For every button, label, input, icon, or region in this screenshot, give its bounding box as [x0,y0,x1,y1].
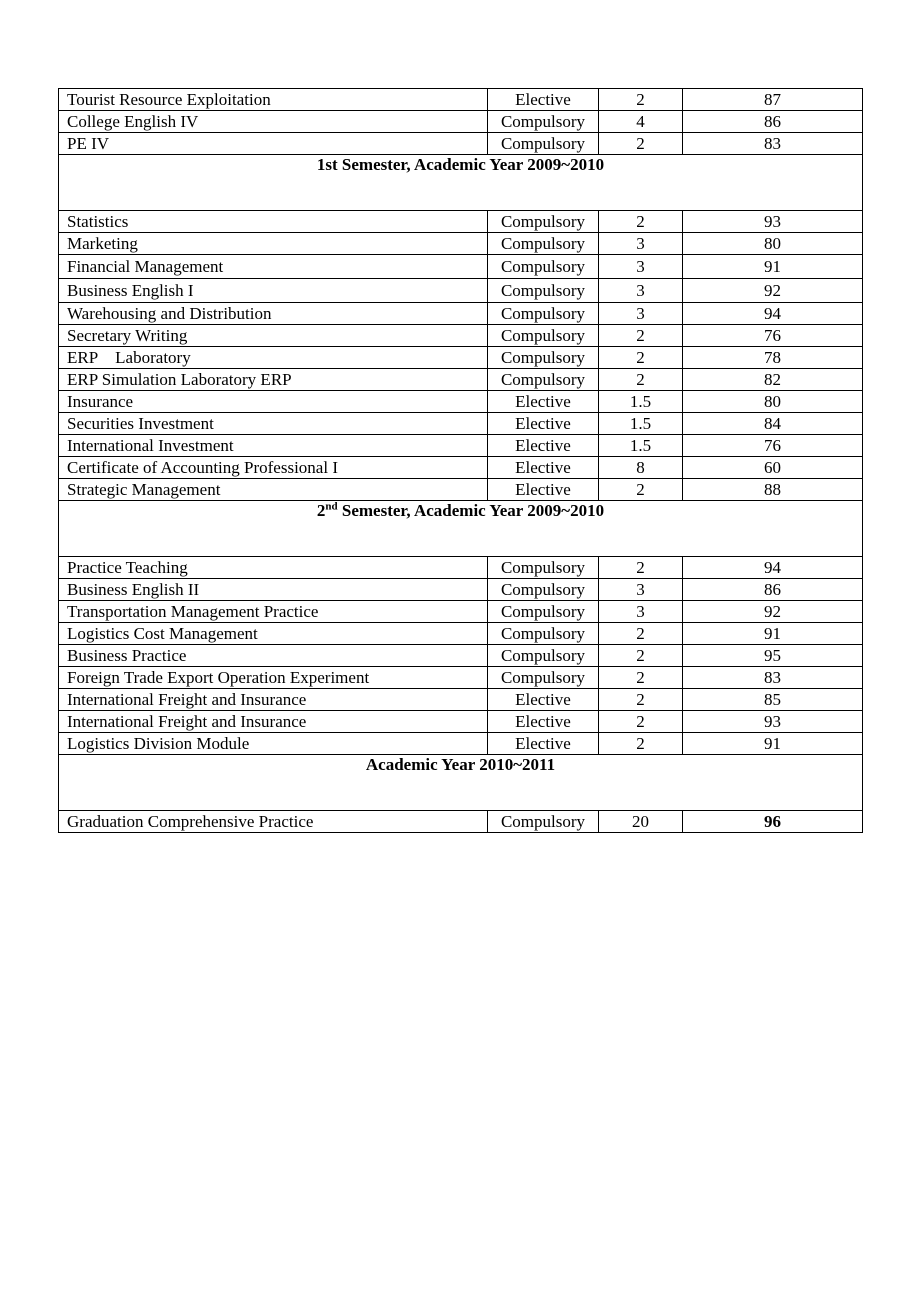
course-row [59,557,863,579]
course-type-cell: Compulsory [488,557,599,579]
course-name-cell: Graduation Comprehensive Practice [59,811,488,833]
score-cell: 96 [683,811,863,833]
score-cell: 83 [683,133,863,155]
course-name-cell: Secretary Writing [59,325,488,347]
course-name-cell: College English IV [59,111,488,133]
score-cell: 86 [683,111,863,133]
course-row [59,369,863,391]
course-row [59,623,863,645]
course-type-cell: Elective [488,711,599,733]
course-type-cell: Compulsory [488,579,599,601]
course-type-cell: Compulsory [488,645,599,667]
course-type-cell: Elective [488,457,599,479]
course-name-cell: International Freight and Insurance [59,711,488,733]
course-row [59,457,863,479]
course-type-cell: Compulsory [488,347,599,369]
course-name-cell: Securities Investment [59,413,488,435]
score-cell: 91 [683,623,863,645]
section-heading [59,155,863,211]
section-header-row [59,501,863,557]
section-ordinal: 1st [316,155,338,174]
credit-cell: 2 [599,557,683,579]
score-cell: 87 [683,89,863,111]
course-type-cell: Elective [488,733,599,755]
course-name-cell: PE IV [59,133,488,155]
transcript-body [59,89,863,833]
credit-cell: 2 [599,623,683,645]
credit-cell: 2 [599,711,683,733]
credit-cell: 2 [599,347,683,369]
section-ordinal-suffix: nd [325,500,338,513]
course-name-cell: Logistics Cost Management [59,623,488,645]
score-cell: 84 [683,413,863,435]
course-name-cell: Business Practice [59,645,488,667]
course-type-cell: Compulsory [488,255,599,279]
credit-cell: 2 [599,211,683,233]
score-cell: 95 [683,645,863,667]
credit-cell: 20 [599,811,683,833]
course-row [59,645,863,667]
credit-cell: 1.5 [599,391,683,413]
course-name-cell: Statistics [59,211,488,233]
course-row [59,667,863,689]
score-cell: 93 [683,211,863,233]
credit-cell: 4 [599,111,683,133]
score-cell: 94 [683,557,863,579]
course-name-cell: International Investment [59,435,488,457]
score-cell: 93 [683,711,863,733]
course-name-cell: Marketing [59,233,488,255]
course-type-cell: Compulsory [488,133,599,155]
credit-cell: 2 [599,667,683,689]
credit-cell: 3 [599,579,683,601]
course-type-cell: Elective [488,435,599,457]
section-title: Academic Year 2010~2011 [365,755,556,774]
course-row [59,347,863,369]
course-name-cell: Warehousing and Distribution [59,303,488,325]
transcript-table [58,88,863,833]
credit-cell: 8 [599,457,683,479]
credit-cell: 3 [599,303,683,325]
course-type-cell: Compulsory [488,211,599,233]
course-type-cell: Compulsory [488,601,599,623]
course-name-cell: ERP Laboratory [59,347,488,369]
credit-cell: 2 [599,645,683,667]
course-row [59,435,863,457]
course-row [59,579,863,601]
course-row [59,211,863,233]
course-type-cell: Compulsory [488,111,599,133]
course-name-cell: Strategic Management [59,479,488,501]
credit-cell: 2 [599,733,683,755]
score-cell: 88 [683,479,863,501]
course-type-cell: Compulsory [488,667,599,689]
score-cell: 83 [683,667,863,689]
course-row [59,711,863,733]
course-row [59,255,863,279]
course-name-cell: Foreign Trade Export Operation Experiment [59,667,488,689]
course-type-cell: Elective [488,89,599,111]
section-title: Semester, Academic Year 2009~2010 [337,155,605,174]
credit-cell: 2 [599,369,683,391]
course-name-cell: Certificate of Accounting Professional I [59,457,488,479]
credit-cell: 1.5 [599,413,683,435]
course-row [59,233,863,255]
score-cell: 91 [683,255,863,279]
credit-cell: 3 [599,255,683,279]
credit-cell: 1.5 [599,435,683,457]
course-row [59,811,863,833]
course-name-cell: Practice Teaching [59,557,488,579]
course-name-cell: ERP Simulation Laboratory ERP [59,369,488,391]
section-heading [59,501,863,557]
course-row [59,413,863,435]
credit-cell: 3 [599,233,683,255]
section-heading [59,755,863,811]
course-type-cell: Elective [488,689,599,711]
score-cell: 76 [683,325,863,347]
credit-cell: 2 [599,689,683,711]
score-cell: 80 [683,391,863,413]
course-type-cell: Compulsory [488,303,599,325]
score-cell: 80 [683,233,863,255]
score-cell: 85 [683,689,863,711]
course-type-cell: Compulsory [488,623,599,645]
course-row [59,133,863,155]
course-row [59,391,863,413]
credit-cell: 2 [599,479,683,501]
course-name-cell: Business English I [59,279,488,303]
course-row [59,325,863,347]
course-row [59,733,863,755]
score-cell: 92 [683,279,863,303]
course-type-cell: Compulsory [488,325,599,347]
course-name-cell: Transportation Management Practice [59,601,488,623]
score-cell: 91 [683,733,863,755]
course-name-cell: International Freight and Insurance [59,689,488,711]
course-row [59,601,863,623]
credit-cell: 2 [599,133,683,155]
course-type-cell: Compulsory [488,369,599,391]
course-type-cell: Elective [488,479,599,501]
section-ordinal: 2 [316,501,326,520]
course-row [59,279,863,303]
course-type-cell: Compulsory [488,279,599,303]
score-cell: 78 [683,347,863,369]
course-row [59,111,863,133]
course-type-cell: Compulsory [488,811,599,833]
score-cell: 76 [683,435,863,457]
credit-cell: 3 [599,279,683,303]
section-title: Semester, Academic Year 2009~2010 [337,501,605,520]
course-name-cell: Business English II [59,579,488,601]
course-name-cell: Tourist Resource Exploitation [59,89,488,111]
course-type-cell: Elective [488,391,599,413]
credit-cell: 3 [599,601,683,623]
course-row [59,303,863,325]
score-cell: 60 [683,457,863,479]
course-name-cell: Logistics Division Module [59,733,488,755]
course-type-cell: Compulsory [488,233,599,255]
course-row [59,689,863,711]
course-type-cell: Elective [488,413,599,435]
score-cell: 92 [683,601,863,623]
course-row [59,89,863,111]
score-cell: 94 [683,303,863,325]
section-header-row [59,155,863,211]
credit-cell: 2 [599,325,683,347]
score-cell: 86 [683,579,863,601]
score-cell: 82 [683,369,863,391]
course-row [59,479,863,501]
course-name-cell: Financial Management [59,255,488,279]
credit-cell: 2 [599,89,683,111]
section-header-row [59,755,863,811]
course-name-cell: Insurance [59,391,488,413]
